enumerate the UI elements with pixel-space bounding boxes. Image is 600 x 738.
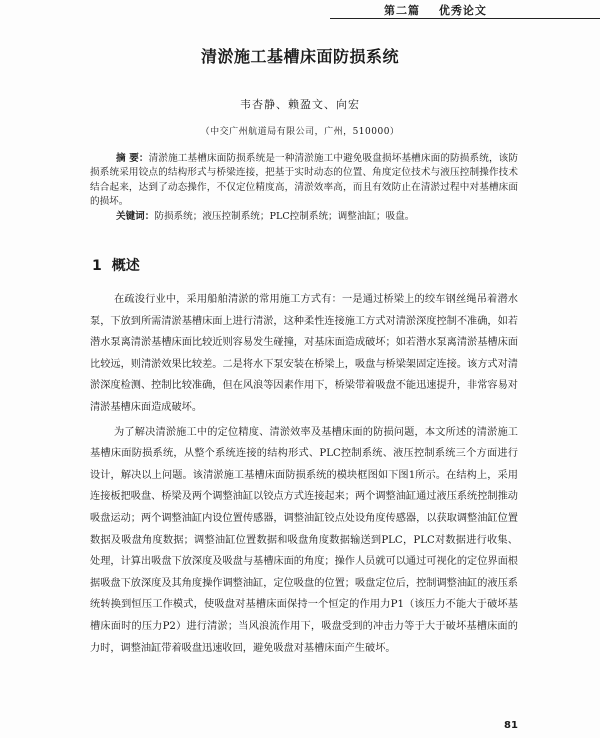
- section-heading: [92, 255, 140, 275]
- page-number: 81: [504, 720, 518, 731]
- running-header: [330, 2, 600, 18]
- body-text: [90, 289, 518, 662]
- paragraph: 为了解决清淤施工中的定位精度、清淤效率及基槽床面的防损问题，本文所述的清淤施工基槽床面防损系统，从整个系统连接的结构形式、PLC控制系统、液压控制系统三个方面进行设计，解决以上问题。该清淤施工基槽床面防损系统的模块框图如下图1所示。在结构上，采用连接板把吸盘、桥梁及两个调整油缸以铰点方式连接起来；两个调整油缸通过液压系统控制推动吸盘运动；两个调整油缸内设位置传感器，调整油缸铰点处设角度传感器，以获取调整油缸位置数据及吸盘角度数据；调整油缸位置数据和吸盘角度数据输送到PLC，PLC对数据进行收集、处理，计算出吸盘下放深度及吸盘与基槽床面的角度；操作人员就可以通过可视化的定位界面根据吸盘下放深度及其角度操作调整油缸，定位吸盘的位置；吸盘定位后，控制调整油缸的液压系统转换到恒压工作模式，使吸盘对基槽床面保持一个恒定的作用力P1（该压力不能大于破坏基槽床面时的压力P2）进行清淤；当风浪流作用下，吸盘受到的冲击力等于大于破坏基槽床面的力时，调整油缸带着吸盘迅速收回，避免吸盘对基槽床面产生破坏。: [90, 426, 518, 654]
- affiliation: （中交广州航道局有限公司，广州，510000）: [200, 127, 400, 137]
- paper-title: 清淤施工基槽床面防损系统: [200, 47, 399, 66]
- section-title: 概述: [111, 258, 140, 274]
- header-section: 优秀论文: [438, 4, 487, 17]
- keywords-label: 关键词：: [116, 211, 155, 222]
- keywords-text: 防损系统；液压控制系统；PLC控制系统；调整油缸；吸盘。: [154, 211, 415, 222]
- paragraph: 在疏浚行业中，采用船舶清淤的常用施工方式有：一是通过桥梁上的绞车钢丝绳吊着潜水泵，下放到所需清淤基槽床面上进行清淤，这种柔性连接施工方式对清淤深度控制不准确，如若潜水泵离清淤基槽床面比较近则容易发生碰撞，对基床面造成破坏；如若潜水泵离清淤基槽床面比较远，则清淤效果比较差。二是将水下泵安装在桥梁上，吸盘与桥梁架固定连接。该方式对清淤深度检测、控制比较准确，但在风浪等因素作用下，桥梁带着吸盘不能迅速提升，非常容易对清淤基槽床面造成破坏。: [90, 294, 518, 413]
- header-rule: [330, 18, 600, 19]
- abstract: [90, 152, 518, 210]
- abstract-label: 摘 要：: [116, 153, 149, 164]
- header-part: 第二篇: [384, 4, 420, 17]
- authors: 韦杏静、赖盈文、向宏: [240, 98, 360, 111]
- section-number: 1: [92, 258, 102, 274]
- abstract-text: 清淤施工基槽床面防损系统是一种清淤施工中避免吸盘损坏基槽床面的防损系统，该防损系统采用铰点的结构形式与桥梁连接，把基于实时动态的位置、角度定位技术与液压控制操作技术结合起来，达到了动态操作，不仅定位精度高，清淤效率高，而且有效防止在清淤过程中对基槽床面的损坏。: [90, 153, 518, 208]
- keywords: [90, 210, 518, 224]
